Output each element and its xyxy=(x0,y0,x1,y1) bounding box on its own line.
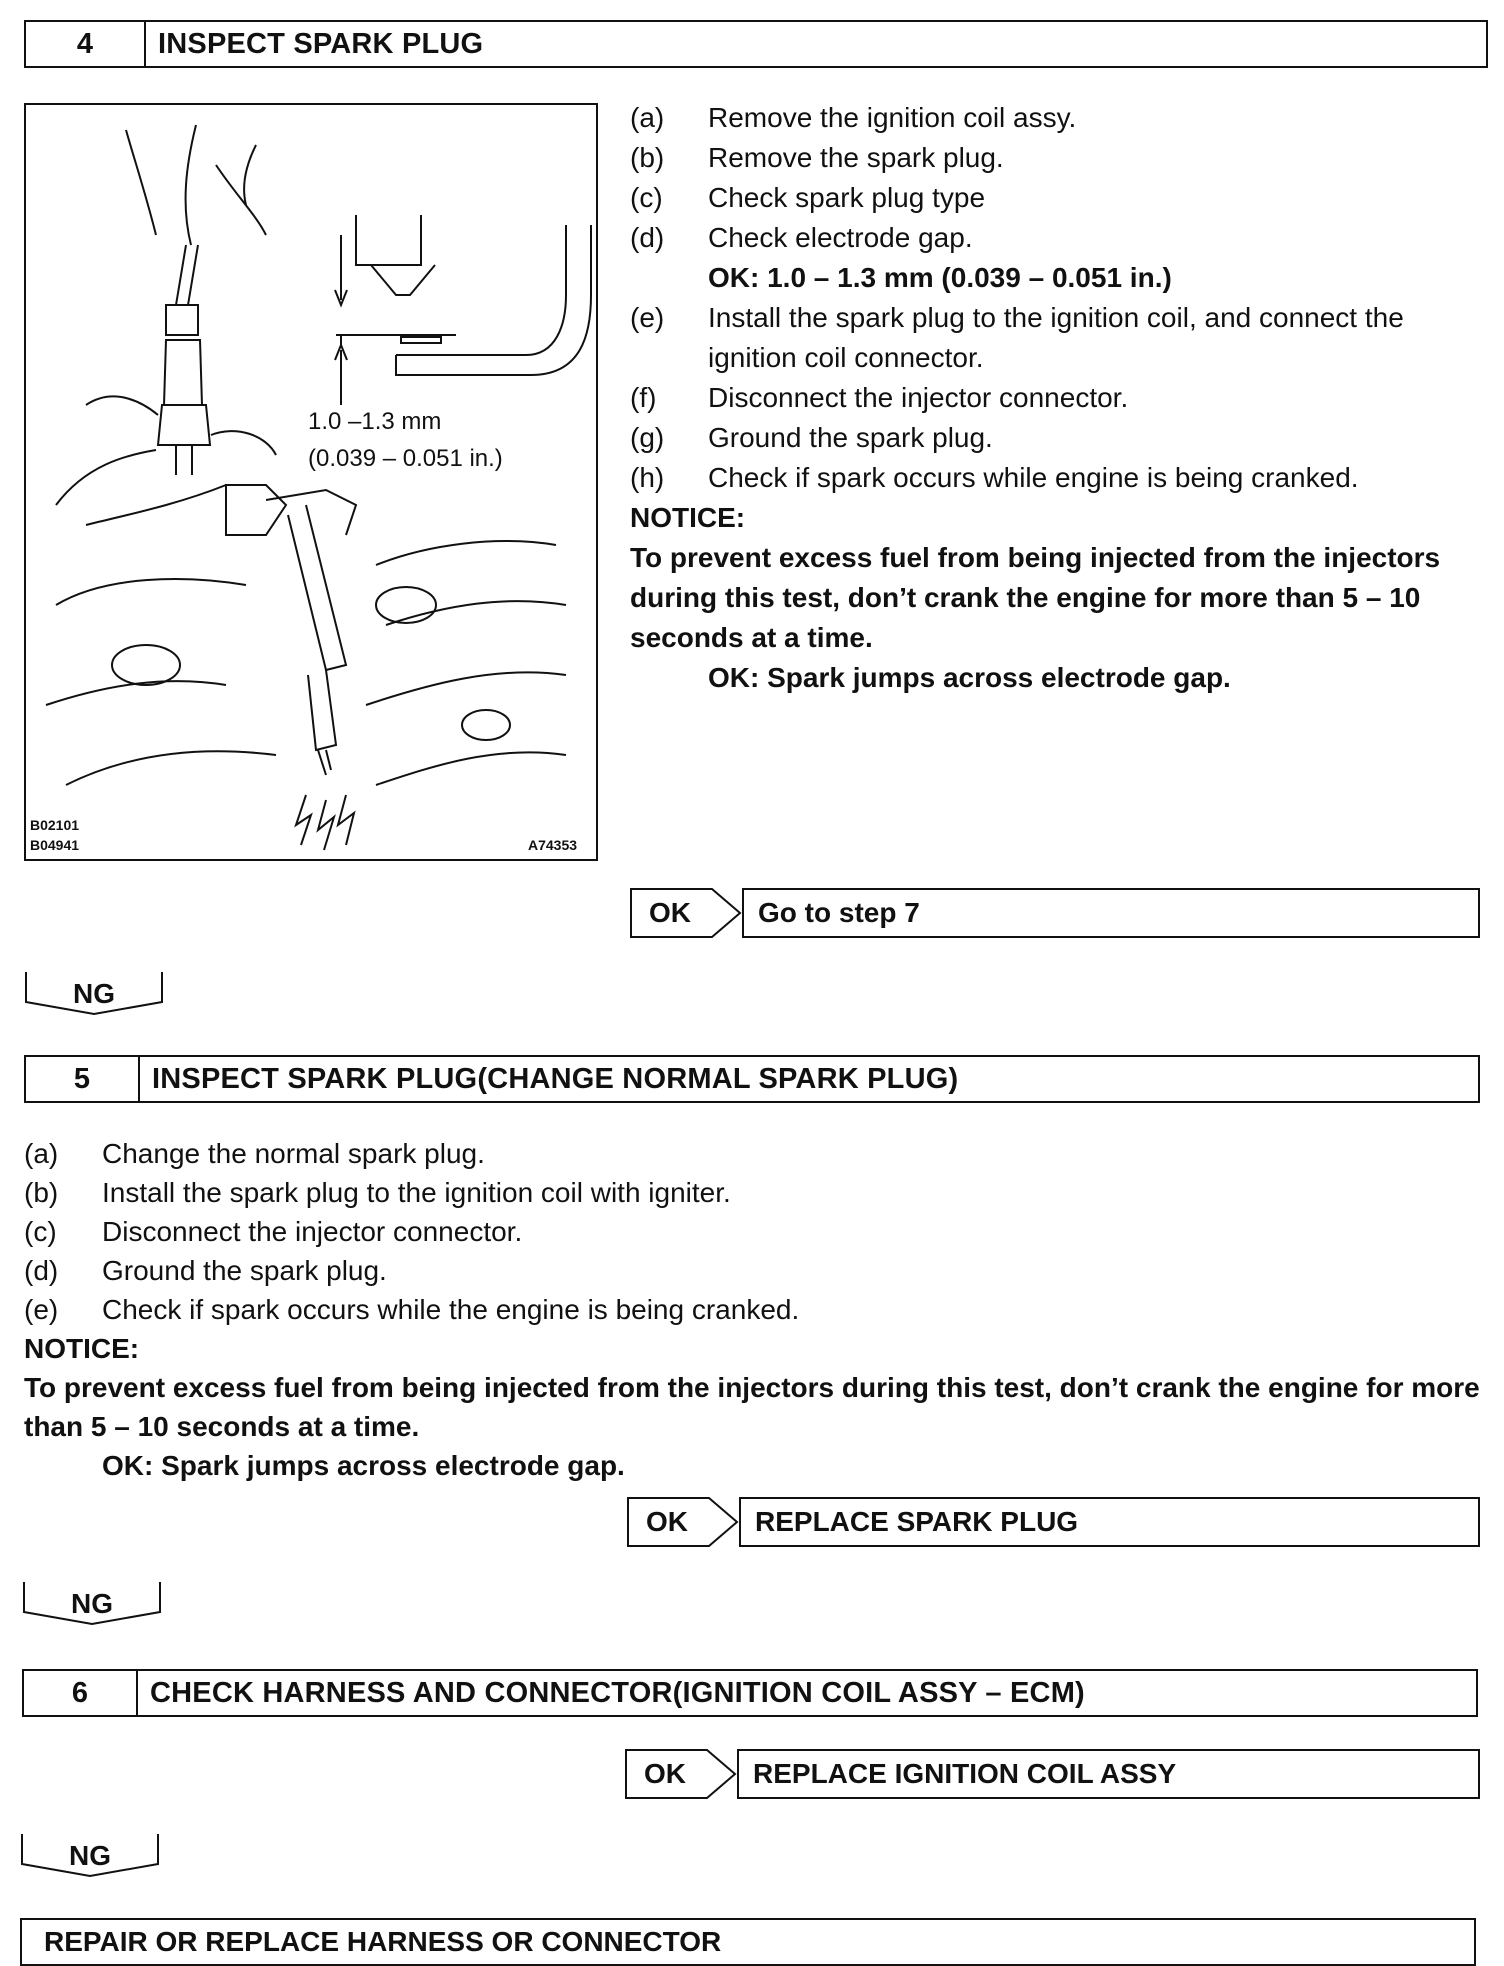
item-label: (e) xyxy=(24,1294,59,1325)
item-label: (f) xyxy=(630,382,657,413)
ok-tag: OK xyxy=(627,1497,705,1547)
ok-tag: OK xyxy=(630,888,708,938)
step6-ok-result xyxy=(625,1749,1480,1799)
item-text: Check if spark occurs while the engine is being cranked. xyxy=(102,1294,800,1325)
figure-code-2: B04941 xyxy=(30,837,80,853)
list-item xyxy=(630,378,1490,418)
step5-title: INSPECT SPARK PLUG(CHANGE NORMAL SPARK PLUG) xyxy=(152,1062,959,1095)
item-label: (c) xyxy=(630,182,663,213)
list-item xyxy=(630,258,1490,298)
step6-title: CHECK HARNESS AND CONNECTOR(IGNITION COIL ASSY – ECM) xyxy=(150,1676,1085,1709)
item-label: (b) xyxy=(630,142,665,173)
step5-number: 5 xyxy=(26,1057,140,1101)
list-item xyxy=(24,1290,1494,1329)
step4-instructions xyxy=(630,98,1490,698)
item-text: Install the spark plug to the ignition coil, and connect the ignition coil connector. xyxy=(708,302,1404,373)
list-item xyxy=(630,138,1490,178)
item-label: (d) xyxy=(630,222,665,253)
step5-ok-spec: OK: Spark jumps across electrode gap. xyxy=(102,1450,625,1481)
list-item xyxy=(630,178,1490,218)
step4-number: 4 xyxy=(26,22,146,66)
item-text: Disconnect the injector connector. xyxy=(102,1216,523,1247)
list-item xyxy=(630,418,1490,458)
ok-result-text: REPLACE IGNITION COIL ASSY xyxy=(737,1749,1480,1799)
item-label: (a) xyxy=(24,1138,59,1169)
list-item xyxy=(24,1212,1494,1251)
step4-ok-result xyxy=(630,888,1480,938)
item-label: (c) xyxy=(24,1216,57,1247)
ng-label: NG xyxy=(73,978,115,1009)
item-text: Check if spark occurs while engine is being cranked. xyxy=(708,462,1359,493)
item-label: (e) xyxy=(630,302,665,333)
list-item xyxy=(630,298,1490,378)
step5-ng-tag xyxy=(22,1582,162,1626)
step4-figure xyxy=(24,103,598,861)
step5-header xyxy=(24,1055,1480,1103)
item-label: (h) xyxy=(630,462,665,493)
ok-result-text: REPLACE SPARK PLUG xyxy=(739,1497,1480,1547)
figure-gap-mm: 1.0 –1.3 mm xyxy=(308,408,442,435)
step4-notice-text: To prevent excess fuel from being injected from the injectors during this test, don’t crank the engine for more than 5 – 10 seconds at a time. xyxy=(630,542,1441,653)
item-text: Check electrode gap. xyxy=(708,222,973,253)
item-label: (g) xyxy=(630,422,665,453)
step4-ok-spec: OK: Spark jumps across electrode gap. xyxy=(708,662,1231,693)
ok-arrow-icon xyxy=(705,1497,739,1547)
list-item xyxy=(24,1134,1494,1173)
item-text: Change the normal spark plug. xyxy=(102,1138,485,1169)
list-item xyxy=(24,1251,1494,1290)
item-text: Check spark plug type xyxy=(708,182,986,213)
item-label: (a) xyxy=(630,102,665,133)
figure-gap-in: (0.039 – 0.051 in.) xyxy=(308,445,503,472)
ok-arrow-icon xyxy=(708,888,742,938)
step6-number: 6 xyxy=(24,1671,138,1715)
step4-ng-tag xyxy=(24,972,164,1016)
step4-title: INSPECT SPARK PLUG xyxy=(158,27,484,60)
step4-header xyxy=(24,20,1488,68)
item-text: Disconnect the injector connector. xyxy=(708,382,1129,413)
list-item xyxy=(630,98,1490,138)
final-action-box: REPAIR OR REPLACE HARNESS OR CONNECTOR xyxy=(20,1918,1476,1966)
spark-plug-gap-illustration xyxy=(26,105,596,859)
figure-code-1: B02101 xyxy=(30,817,80,833)
ok-tag: OK xyxy=(625,1749,703,1799)
item-label: (b) xyxy=(24,1177,59,1208)
list-item xyxy=(24,1173,1494,1212)
step5-instructions xyxy=(24,1134,1494,1485)
list-item xyxy=(630,218,1490,258)
item-text: Remove the spark plug. xyxy=(708,142,1004,173)
item-text: Remove the ignition coil assy. xyxy=(708,102,1077,133)
ng-label: NG xyxy=(71,1588,113,1619)
ng-label: NG xyxy=(69,1840,111,1871)
step5-notice-text: To prevent excess fuel from being injected from the injectors during this test, don’t crank the engine for more than 5 – 10 seconds at a time. xyxy=(24,1372,1480,1442)
step5-ok-result xyxy=(627,1497,1480,1547)
ok-arrow-icon xyxy=(703,1749,737,1799)
step6-ng-tag xyxy=(20,1834,160,1878)
item-text: Ground the spark plug. xyxy=(102,1255,387,1286)
item-text: Install the spark plug to the ignition coil with igniter. xyxy=(102,1177,731,1208)
item-text: Ground the spark plug. xyxy=(708,422,993,453)
list-item xyxy=(630,458,1490,498)
step4-notice-label: NOTICE: xyxy=(630,502,746,533)
figure-code-3: A74353 xyxy=(528,837,578,853)
step6-header xyxy=(22,1669,1478,1717)
step5-notice-label: NOTICE: xyxy=(24,1333,140,1364)
gap-ok-spec: OK: 1.0 – 1.3 mm (0.039 – 0.051 in.) xyxy=(708,262,1172,293)
ok-result-text: Go to step 7 xyxy=(742,888,1480,938)
item-label: (d) xyxy=(24,1255,59,1286)
